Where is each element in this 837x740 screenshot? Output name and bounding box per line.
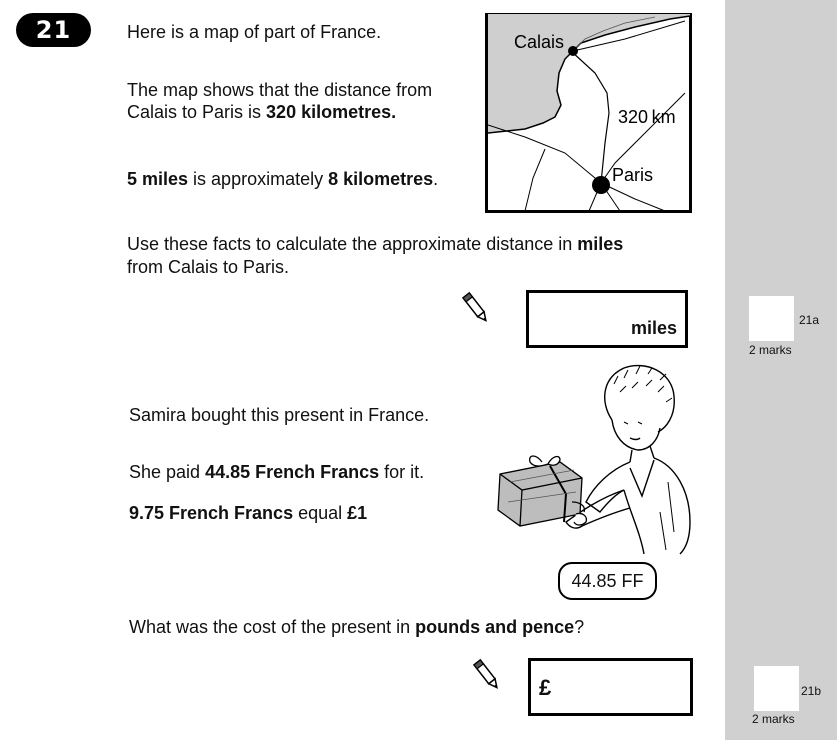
paid-text: She paid 44.85 French Francs for it. bbox=[129, 462, 425, 482]
distance-label: 320 km bbox=[618, 107, 676, 127]
paris-label: Paris bbox=[612, 165, 654, 185]
calais-marker bbox=[568, 46, 578, 56]
pencil-icon bbox=[471, 657, 503, 693]
answer-box-pounds[interactable] bbox=[528, 658, 693, 716]
paris-marker bbox=[592, 176, 610, 194]
marks-label-21a: 2 marks bbox=[749, 343, 792, 357]
mark-box-21a[interactable] bbox=[749, 296, 794, 341]
answer-unit-miles: miles bbox=[630, 318, 677, 338]
marks-label-21b: 2 marks bbox=[752, 712, 795, 726]
answer-box-miles[interactable] bbox=[526, 290, 688, 348]
exchange-rate-text: 9.75 French Francs equal £1 bbox=[129, 503, 368, 523]
pencil-icon bbox=[460, 290, 492, 326]
calais-label: Calais bbox=[514, 32, 565, 52]
cost-question-text: What was the cost of the present in pounds and pence? bbox=[129, 617, 585, 637]
price-tag: 44.85 FF bbox=[558, 562, 657, 600]
fact1-line2: Calais to Paris is 320 kilometres. bbox=[127, 102, 397, 122]
marking-margin bbox=[725, 0, 837, 740]
fact1-line1: The map shows that the distance from bbox=[127, 80, 433, 100]
task-line2: from Calais to Paris. bbox=[127, 257, 290, 277]
answer-prefix-pound: £ bbox=[539, 675, 552, 700]
samira-illustration bbox=[490, 362, 695, 557]
task-line1: Use these facts to calculate the approximate distance in miles bbox=[127, 234, 624, 254]
france-map bbox=[485, 13, 692, 213]
present-intro-text: Samira bought this present in France. bbox=[129, 405, 430, 425]
fact2-text: 5 miles is approximately 8 kilometres. bbox=[127, 169, 439, 189]
mark-ref-21a: 21a bbox=[799, 313, 820, 327]
map-intro-text: Here is a map of part of France. bbox=[127, 22, 382, 42]
mark-ref-21b: 21b bbox=[801, 684, 822, 698]
mark-box-21b[interactable] bbox=[754, 666, 799, 711]
question-number-badge: 21 bbox=[16, 13, 91, 47]
